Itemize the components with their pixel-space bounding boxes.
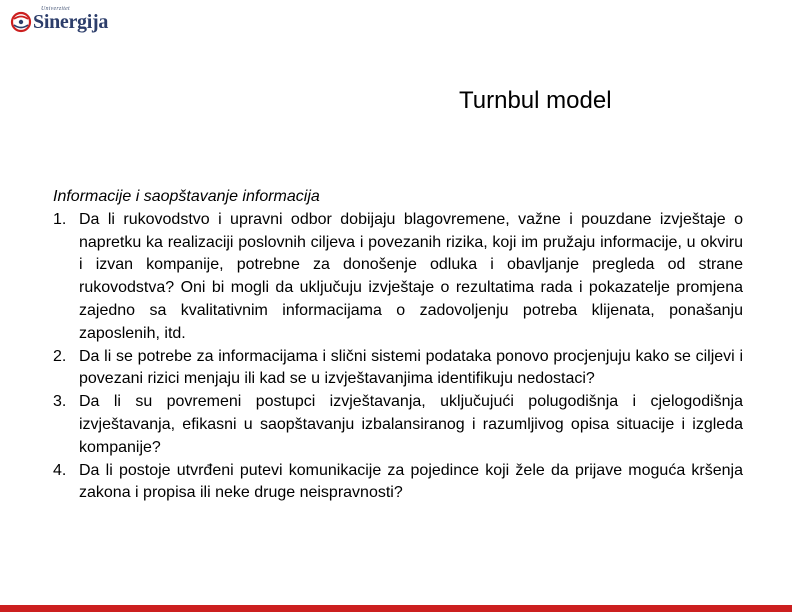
slide-content bbox=[53, 186, 743, 505]
section-heading: Informacije i saopštavanje informacija bbox=[53, 188, 320, 205]
sinergija-emblem-icon bbox=[10, 10, 32, 34]
logo-name: Sinergija bbox=[33, 11, 109, 33]
list-item bbox=[53, 391, 743, 459]
list-item-number: 4. bbox=[53, 461, 67, 479]
list-item-number: 1. bbox=[53, 210, 67, 228]
footer-bar bbox=[0, 605, 792, 612]
list-item-number: 2. bbox=[53, 347, 67, 365]
list-item bbox=[53, 346, 743, 392]
list-item-text: Da li su povremeni postupci izvještavanja, uključujući polugodišnja i cjelogodišnja izvještavanja, efikasni u saopštavanju izbalansiranog i razumljivog opisa situacije i izgleda kompanije? bbox=[79, 393, 743, 456]
slide-title: Turnbul model bbox=[459, 87, 612, 114]
university-logo bbox=[10, 5, 109, 35]
list-item-text: Da li postoje utvrđeni putevi komunikacije za pojedince koji žele da prijave moguća kršenja zakona i propisa ili neke druge neispravnosti? bbox=[79, 461, 743, 502]
logo-top-text: Univerzitet bbox=[41, 6, 70, 12]
list-item-text: Da li se potrebe za informacijama i slični sistemi podataka ponovo procjenjuju kako se ciljevi i povezani rizici menjaju ili kad se u izvještavanjima identifikuju nedostaci? bbox=[79, 347, 743, 388]
list-item-text: Da li rukovodstvo i upravni odbor dobijaju blagovremene, važne i pouzdane izvještaje o napretku ka realizaciji poslovnih ciljeva i povezanih rizika, koji im pružaju informacije, u okviru i izvan kompanije, potrebne za donošenje odluka i obavljanje pregleda od strane rukovodstva? Oni bi mogli da uključuju izvještaje o rezultatima rada i pokazatelje promjena zajedno sa kvalitativnim informacijama o zadovoljenju potreba klijenata, ponašanju zaposlenih, itd. bbox=[79, 210, 743, 342]
list-item bbox=[53, 460, 743, 506]
questions-list bbox=[53, 209, 743, 505]
list-item bbox=[53, 209, 743, 346]
list-item-number: 3. bbox=[53, 393, 67, 411]
